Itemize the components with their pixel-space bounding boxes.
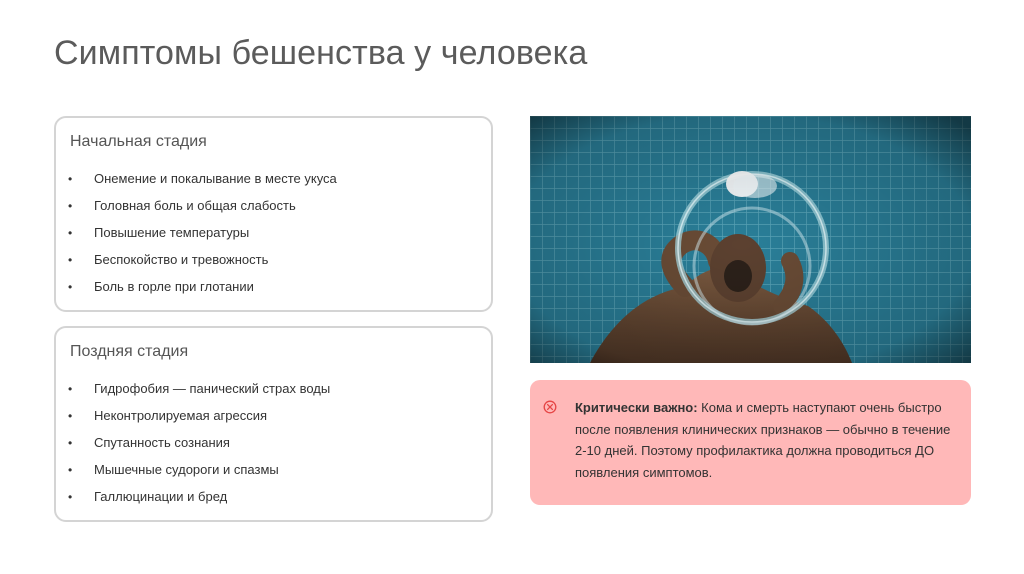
list-item <box>68 406 330 433</box>
list-item <box>68 196 337 223</box>
list-item <box>68 169 337 196</box>
critical-alert <box>530 380 971 505</box>
bullet-icon: • <box>68 199 73 213</box>
early-stage-card <box>54 116 493 312</box>
alert-text <box>575 397 955 483</box>
bullet-icon: • <box>68 172 73 186</box>
bullet-icon: • <box>68 463 73 477</box>
late-stage-list <box>68 379 330 514</box>
list-item-text: Повышение температуры <box>94 225 250 240</box>
list-item <box>68 250 337 277</box>
list-item <box>68 487 330 514</box>
bullet-icon: • <box>68 382 73 396</box>
bullet-icon: • <box>68 226 73 240</box>
list-item <box>68 379 330 406</box>
list-item-text: Мышечные судороги и спазмы <box>94 462 279 477</box>
list-item <box>68 223 337 250</box>
late-stage-card <box>54 326 493 522</box>
alert-label: Критически важно: <box>575 400 698 415</box>
bullet-icon: • <box>68 409 73 423</box>
list-item-text: Неконтролируемая агрессия <box>94 408 268 423</box>
bullet-icon: • <box>68 280 73 294</box>
list-item-text: Головная боль и общая слабость <box>94 198 296 213</box>
list-item-text: Гидрофобия — панический страх воды <box>94 381 331 396</box>
circle-x-icon <box>543 400 557 414</box>
list-item-text: Онемение и покалывание в месте укуса <box>94 171 337 186</box>
alert-message: Кома и смерть наступают очень быстро после появления клинических признаков — обычно в течение 2-10 дней. Поэтому профилактика должна проводиться ДО появления симптомов. <box>575 400 951 480</box>
slide-title: Симптомы бешенства у человека <box>54 34 588 72</box>
late-stage-heading: Поздняя стадия <box>70 343 189 360</box>
list-item <box>68 277 337 304</box>
bullet-icon: • <box>68 490 73 504</box>
early-stage-list <box>68 169 337 304</box>
list-item-text: Спутанность сознания <box>94 435 230 450</box>
bullet-icon: • <box>68 253 73 267</box>
list-item-text: Беспокойство и тревожность <box>94 252 269 267</box>
early-stage-heading: Начальная стадия <box>70 133 207 150</box>
list-item-text: Галлюцинации и бред <box>94 489 228 504</box>
underwater-photo <box>530 116 971 363</box>
bullet-icon: • <box>68 436 73 450</box>
list-item <box>68 433 330 460</box>
list-item <box>68 460 330 487</box>
list-item-text: Боль в горле при глотании <box>94 279 254 294</box>
